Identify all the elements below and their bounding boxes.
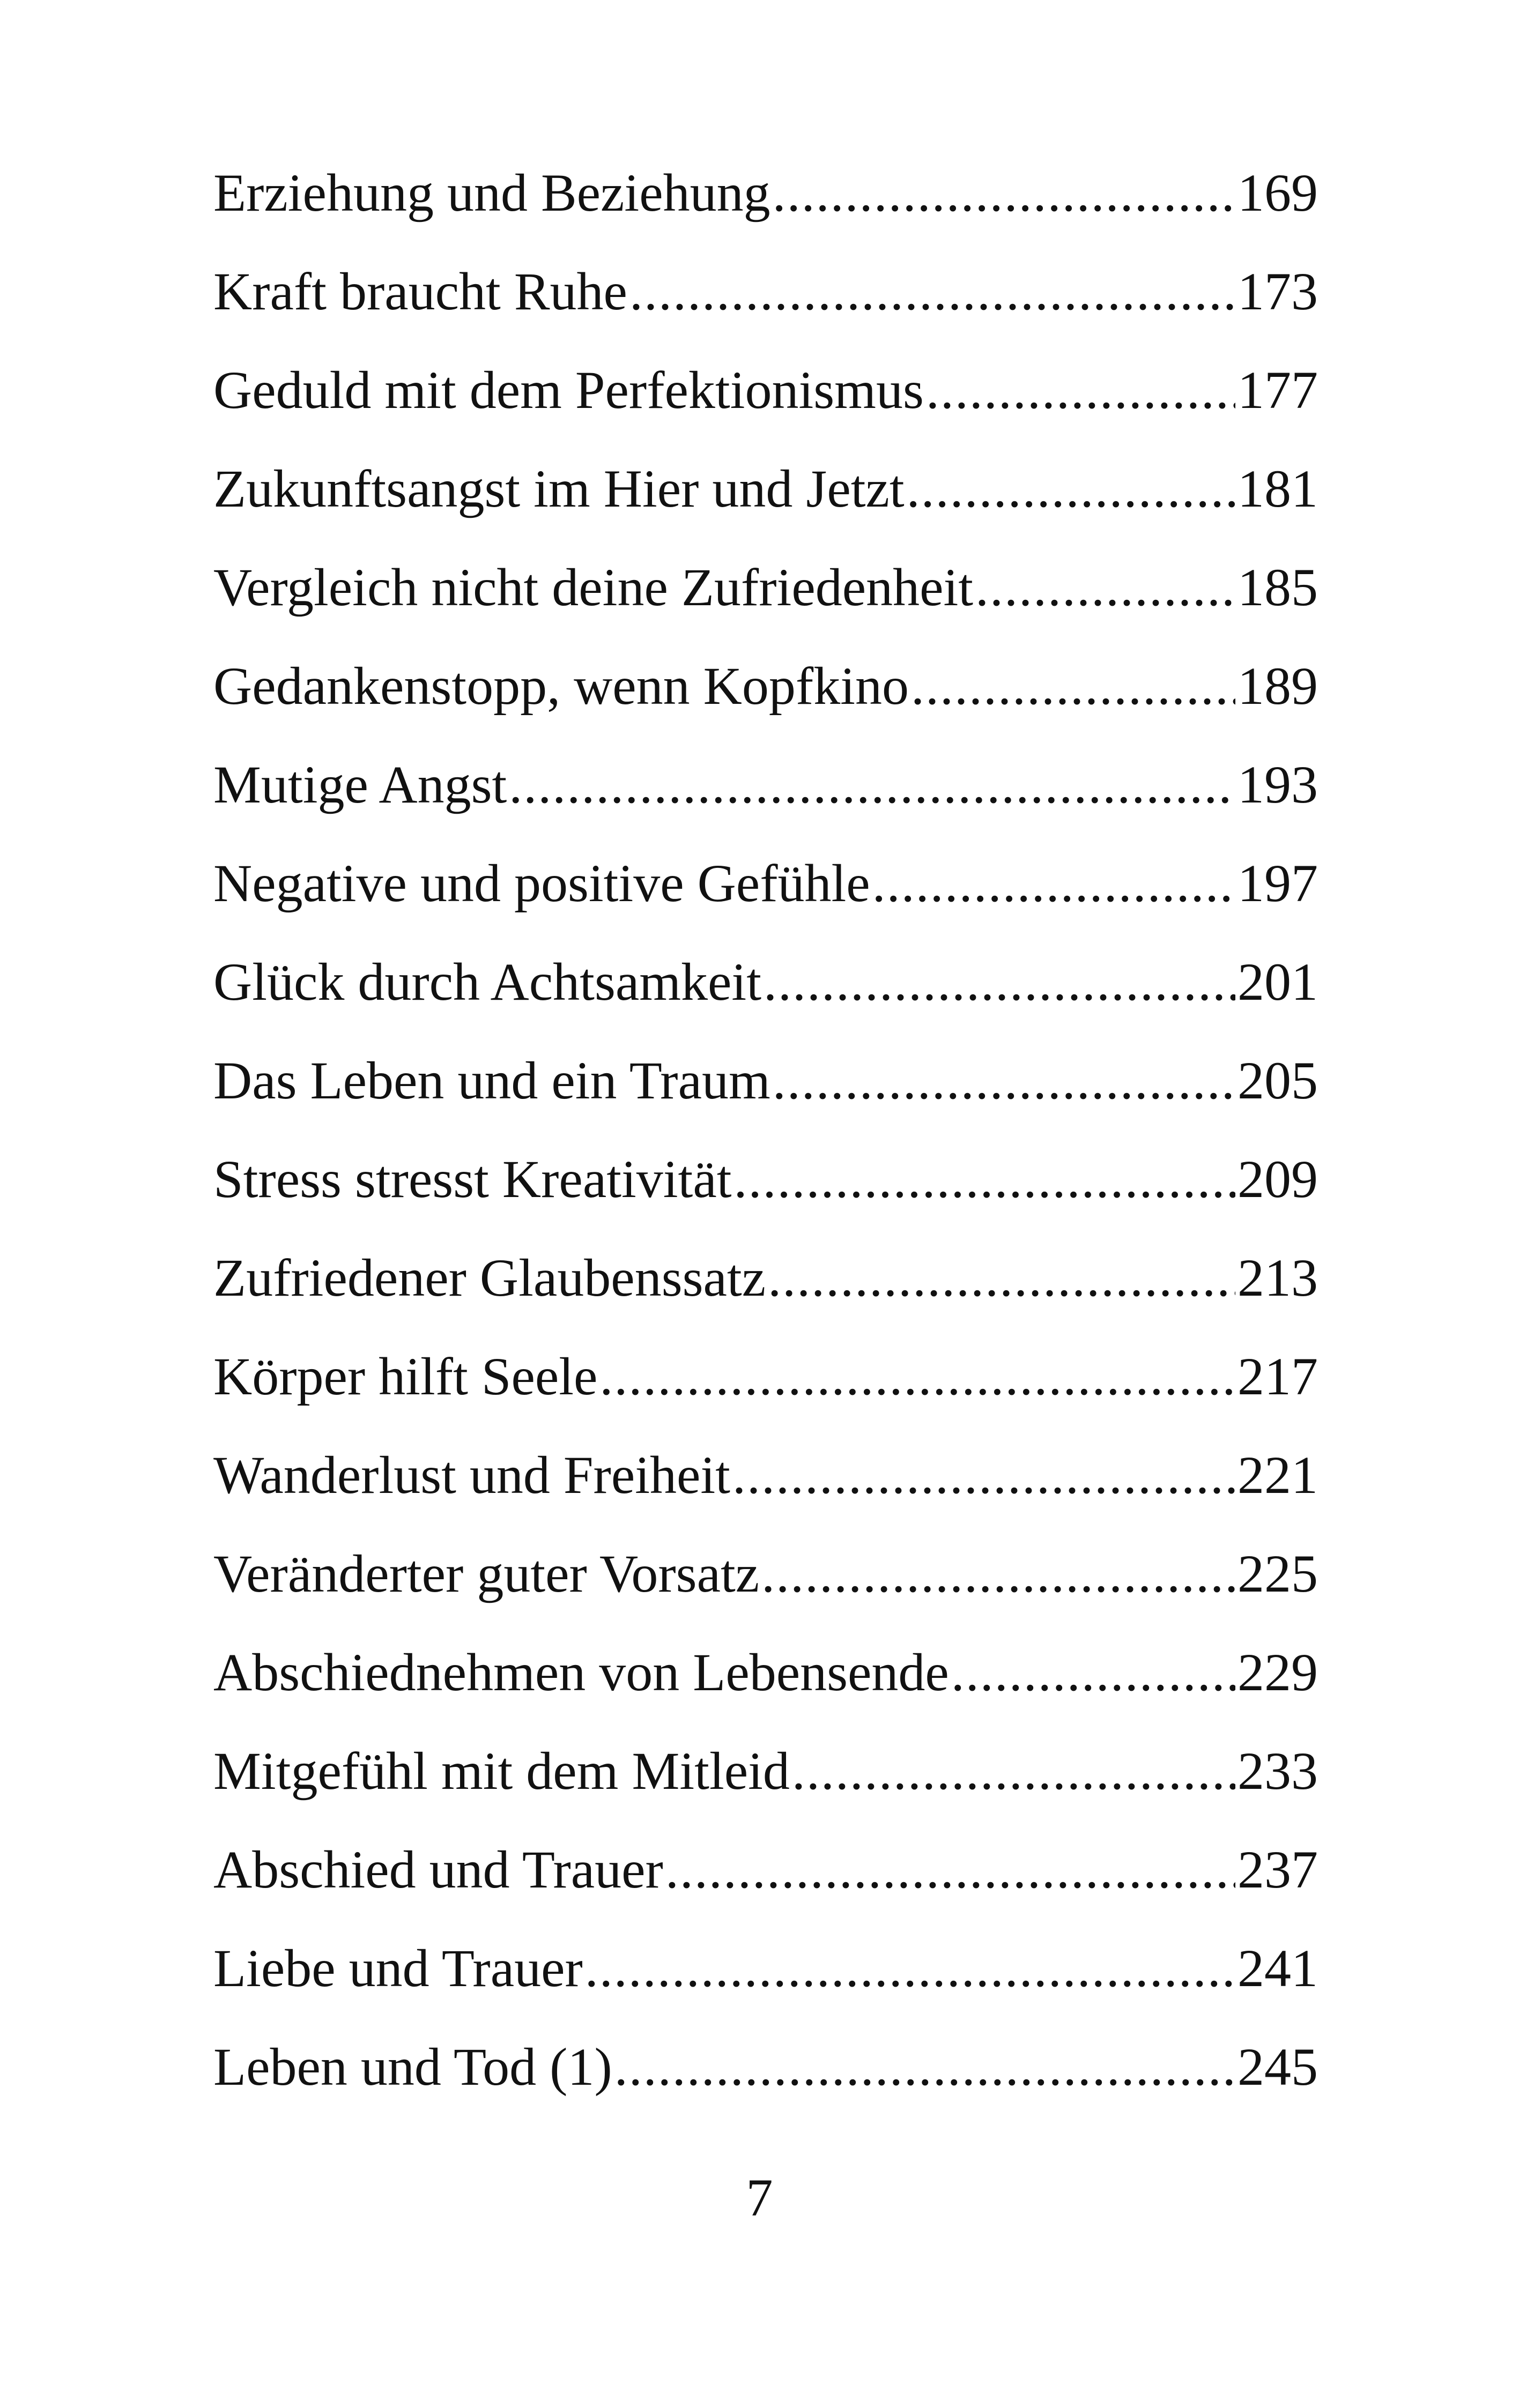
toc-entry <box>213 2018 1318 2116</box>
dot-leader <box>665 1820 1235 1919</box>
toc-entry <box>213 440 1318 538</box>
toc-entry <box>213 538 1318 637</box>
toc-entry-page: 221 <box>1238 1445 1318 1505</box>
toc-entry-page: 193 <box>1238 755 1318 814</box>
dot-leader <box>734 1130 1235 1229</box>
toc-entry-page: 177 <box>1238 360 1318 420</box>
toc-entry-title: Negative und positive Gefühle <box>213 853 870 913</box>
toc-entry-page: 185 <box>1238 558 1318 617</box>
dot-leader <box>732 1426 1235 1525</box>
toc-entry <box>213 1722 1318 1820</box>
toc-entry-title: Mitgefühl mit dem Mitleid <box>213 1741 790 1801</box>
toc-entry-title: Liebe und Trauer <box>213 1938 583 1998</box>
toc-entry <box>213 1426 1318 1525</box>
toc-entry <box>213 1327 1318 1426</box>
toc-entry-title: Leben und Tod (1) <box>213 2037 612 2097</box>
toc-entry-page: 181 <box>1238 459 1318 518</box>
table-of-contents <box>213 144 1318 2116</box>
dot-leader <box>768 1229 1235 1327</box>
dot-leader <box>585 1919 1235 2018</box>
dot-leader <box>509 735 1235 834</box>
toc-entry-title: Veränderter guter Vorsatz <box>213 1544 760 1603</box>
toc-entry-title: Zukunftsangst im Hier und Jetzt <box>213 459 905 518</box>
toc-entry-title: Das Leben und ein Traum <box>213 1051 770 1110</box>
dot-leader <box>599 1327 1235 1426</box>
toc-entry-title: Abschiednehmen von Lebensende <box>213 1643 949 1702</box>
toc-entry-title: Vergleich nicht deine Zufriedenheit <box>213 558 974 617</box>
dot-leader <box>926 341 1235 440</box>
toc-entry <box>213 1919 1318 2018</box>
toc-entry-page: 169 <box>1238 163 1318 222</box>
toc-entry <box>213 933 1318 1031</box>
toc-entry-title: Geduld mit dem Perfektionismus <box>213 360 924 420</box>
toc-entry-page: 233 <box>1238 1741 1318 1801</box>
toc-entry-page: 197 <box>1238 853 1318 913</box>
toc-entry-title: Glück durch Achtsamkeit <box>213 952 761 1012</box>
toc-entry-page: 225 <box>1238 1544 1318 1603</box>
toc-entry-page: 237 <box>1238 1840 1318 1899</box>
toc-entry-page: 217 <box>1238 1347 1318 1406</box>
toc-entry <box>213 834 1318 933</box>
toc-entry-page: 213 <box>1238 1248 1318 1307</box>
toc-entry-page: 209 <box>1238 1149 1318 1209</box>
toc-entry <box>213 242 1318 341</box>
toc-entry-title: Abschied und Trauer <box>213 1840 663 1899</box>
dot-leader <box>792 1722 1235 1820</box>
toc-entry <box>213 341 1318 440</box>
toc-entry-page: 173 <box>1238 262 1318 321</box>
dot-leader <box>975 538 1235 637</box>
dot-leader <box>629 242 1235 341</box>
toc-entry-title: Wanderlust und Freiheit <box>213 1445 730 1505</box>
toc-entry <box>213 637 1318 735</box>
toc-entry <box>213 1031 1318 1130</box>
toc-entry <box>213 1623 1318 1722</box>
dot-leader <box>911 637 1235 735</box>
toc-entry-title: Gedankenstopp, wenn Kopfkino <box>213 656 909 716</box>
toc-entry <box>213 1525 1318 1623</box>
toc-entry <box>213 735 1318 834</box>
toc-entry-page: 201 <box>1238 952 1318 1012</box>
toc-entry-page: 241 <box>1238 1938 1318 1998</box>
toc-entry-page: 189 <box>1238 656 1318 716</box>
toc-entry <box>213 1229 1318 1327</box>
dot-leader <box>614 2018 1235 2116</box>
toc-entry-page: 245 <box>1238 2037 1318 2097</box>
toc-entry-page: 229 <box>1238 1643 1318 1702</box>
toc-entry-title: Zufriedener Glaubenssatz <box>213 1248 766 1307</box>
toc-entry-title: Stress stresst Kreativität <box>213 1149 732 1209</box>
dot-leader <box>764 933 1235 1031</box>
toc-entry-page: 205 <box>1238 1051 1318 1110</box>
toc-entry <box>213 1130 1318 1229</box>
dot-leader <box>773 1031 1235 1130</box>
toc-entry-title: Erziehung und Beziehung <box>213 163 770 222</box>
dot-leader <box>951 1623 1235 1722</box>
toc-entry-title: Körper hilft Seele <box>213 1347 598 1406</box>
toc-entry-title: Mutige Angst <box>213 755 507 814</box>
toc-entry <box>213 144 1318 242</box>
toc-entry <box>213 1820 1318 1919</box>
dot-leader <box>907 440 1235 538</box>
toc-entry-title: Kraft braucht Ruhe <box>213 262 627 321</box>
dot-leader <box>872 834 1235 933</box>
dot-leader <box>773 144 1235 242</box>
dot-leader <box>761 1525 1235 1623</box>
page-number: 7 <box>746 2168 773 2227</box>
